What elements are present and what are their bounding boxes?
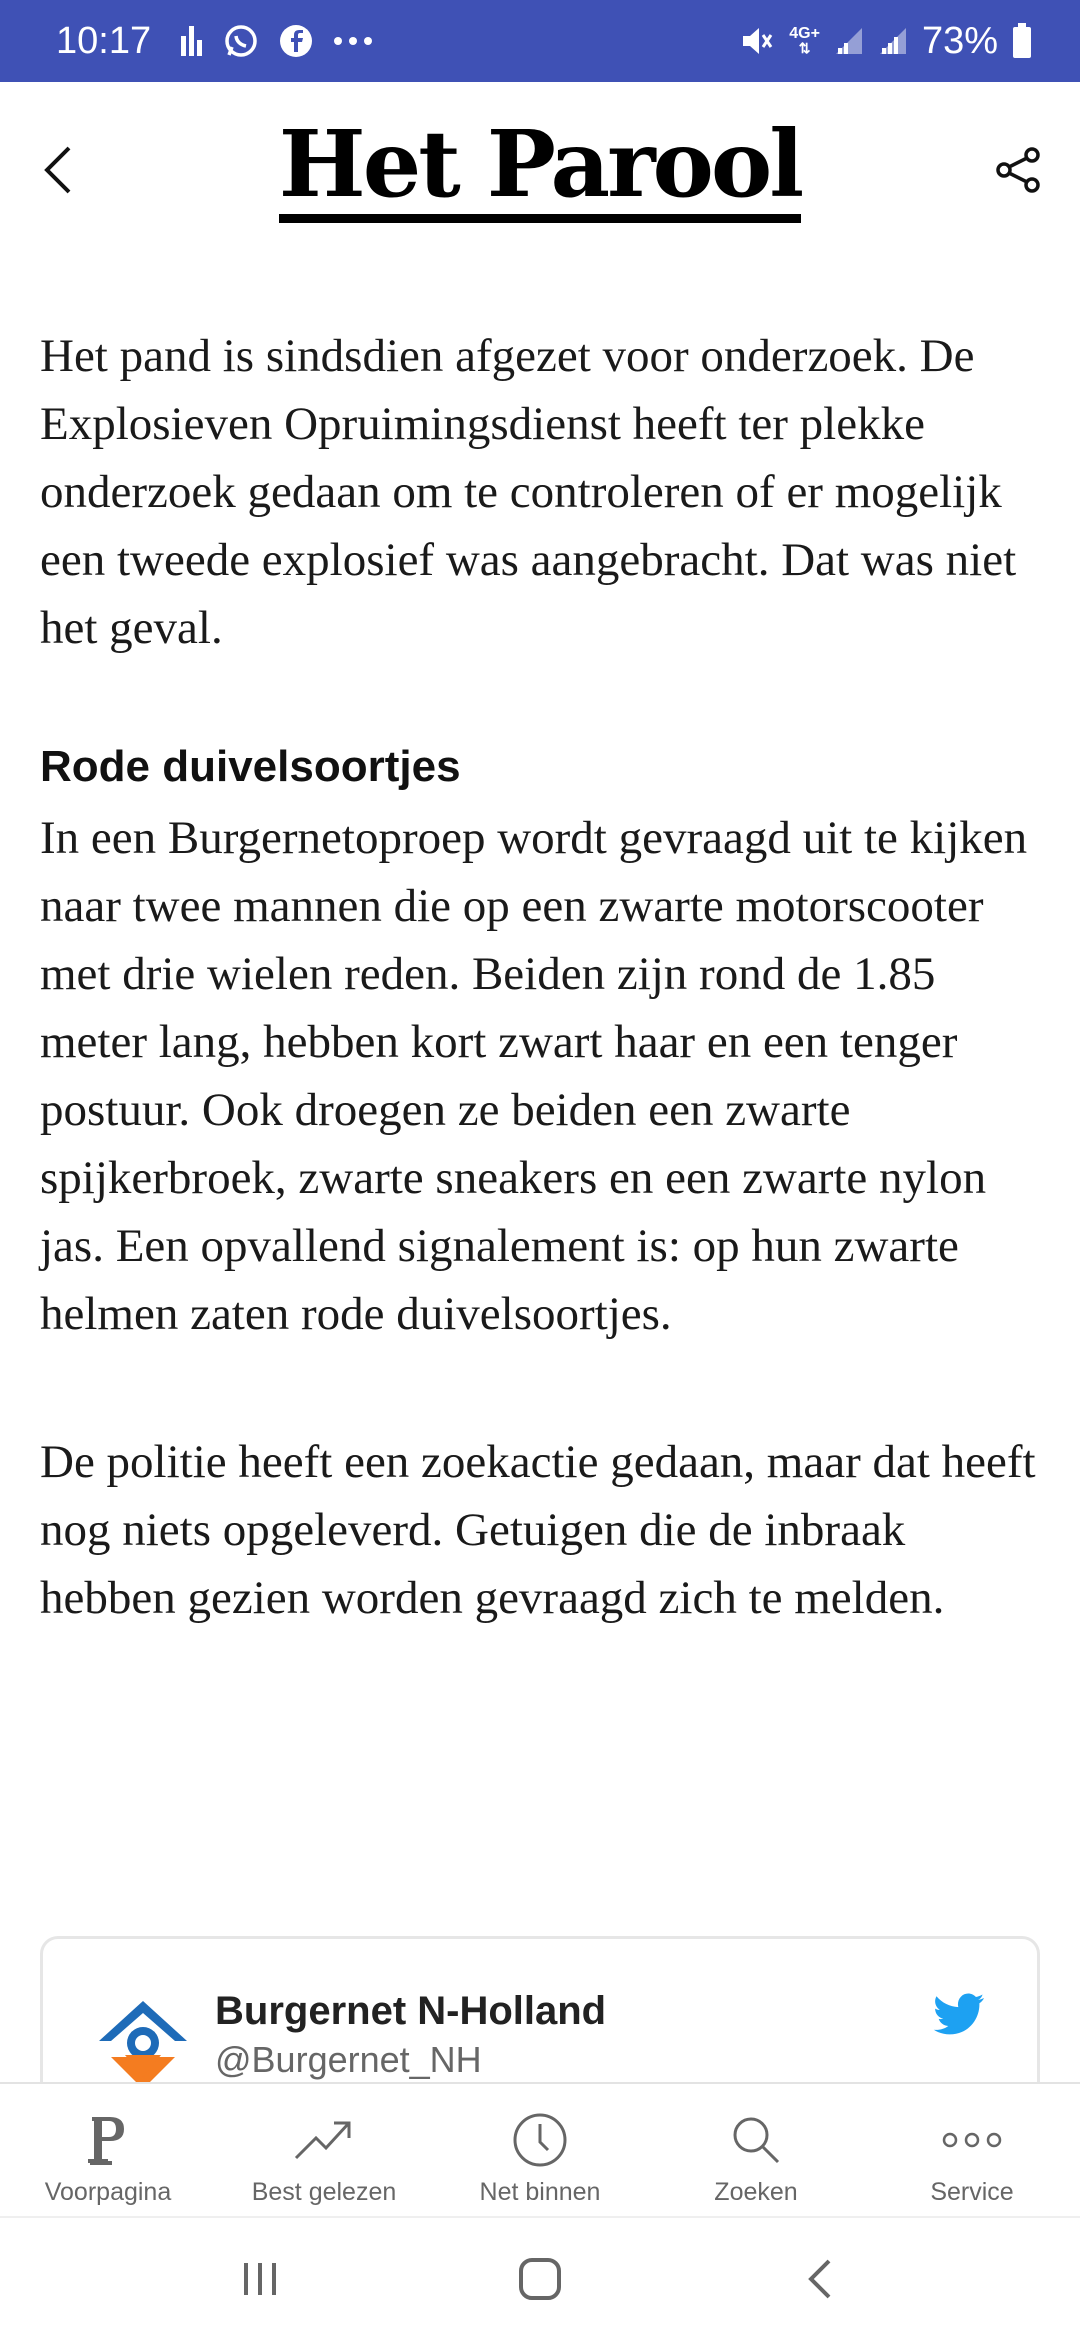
- status-time: 10:17: [56, 19, 152, 62]
- article-body: [40, 322, 1040, 1632]
- publication-logo[interactable]: [0, 110, 1080, 223]
- nav-item-service[interactable]: [864, 2084, 1080, 2218]
- more-dots-icon: [942, 2112, 1002, 2168]
- parool-p-icon: [88, 2112, 128, 2168]
- search-icon: [731, 2112, 781, 2168]
- system-status-icons: [739, 20, 1032, 63]
- nav-item-net-binnen[interactable]: [432, 2084, 648, 2218]
- article-paragraph: In een Burgernetoproep wordt gevraagd uit te kijken naar twee mannen die op een zwarte motorscooter met drie wielen reden. Beiden zijn rond de 1.85 meter lang, hebben kort zwart haar en een tenger postuur. Ook droegen ze beiden een zwarte spijkerbroek, zwarte sneakers en een zwarte nylon jas. Een opvallend signalement is: op hun zwarte helmen zaten rode duivelsoortjes.: [40, 812, 1028, 1340]
- signal-icon: [878, 26, 908, 56]
- battery-percentage: 73%: [921, 19, 998, 62]
- notification-icons: [181, 23, 373, 59]
- nav-label: Zoeken: [714, 2178, 798, 2206]
- 4g-icon: 4G+ ⇅: [789, 25, 820, 56]
- battery-icon: [1012, 23, 1032, 59]
- burgernet-logo-icon: [95, 1997, 191, 2093]
- home-button[interactable]: [495, 2234, 585, 2324]
- system-navigation-bar: [0, 2216, 1080, 2340]
- nav-label: Net binnen: [479, 2178, 601, 2206]
- clock-icon: [512, 2112, 568, 2168]
- share-button[interactable]: [986, 138, 1050, 202]
- nav-item-best-gelezen[interactable]: [216, 2084, 432, 2218]
- whatsapp-icon: [223, 23, 259, 59]
- more-dots-icon: [333, 36, 373, 46]
- article-subheading: Rode duivelsoortjes: [40, 742, 461, 791]
- system-back-button[interactable]: [775, 2234, 865, 2324]
- recent-apps-icon: [240, 2259, 280, 2299]
- app-header: [0, 82, 1080, 260]
- nav-label: Best gelezen: [251, 2178, 397, 2206]
- status-bar: [0, 0, 1080, 82]
- network-type: 4G+: [789, 25, 820, 42]
- signal-bars-icon: [181, 26, 203, 56]
- trending-up-icon: [294, 2112, 354, 2168]
- article-paragraph: Het pand is sindsdien afgezet voor onderzoek. De Explosieven Opruimingsdienst heeft ter plekke onderzoek gedaan om te controleren of er mogelijk een tweede explosief was aangebracht. Dat was niet het geval.: [40, 330, 1017, 654]
- bottom-navigation: [0, 2082, 1080, 2218]
- facebook-icon: [279, 24, 313, 58]
- share-icon: [994, 147, 1042, 193]
- tweet-author-name[interactable]: Burgernet N-Holland: [215, 1989, 607, 2033]
- logo-text: Het Parool: [279, 118, 801, 223]
- twitter-bird-icon[interactable]: [933, 1993, 985, 2037]
- home-icon: [517, 2256, 563, 2302]
- recent-apps-button[interactable]: [215, 2234, 305, 2324]
- signal-icon: [834, 26, 864, 56]
- nav-label: Service: [930, 2178, 1014, 2206]
- mute-icon: [739, 23, 775, 59]
- back-icon: [805, 2257, 835, 2301]
- nav-item-zoeken[interactable]: [648, 2084, 864, 2218]
- nav-label: Voorpagina: [44, 2178, 172, 2206]
- nav-item-voorpagina[interactable]: [0, 2084, 216, 2218]
- article-paragraph: De politie heeft een zoekactie gedaan, maar dat heeft nog niets opgeleverd. Getuigen die de inbraak hebben gezien worden gevraagd zich te melden.: [40, 1436, 1036, 1624]
- tweet-author-handle[interactable]: @Burgernet_NH: [215, 2039, 482, 2080]
